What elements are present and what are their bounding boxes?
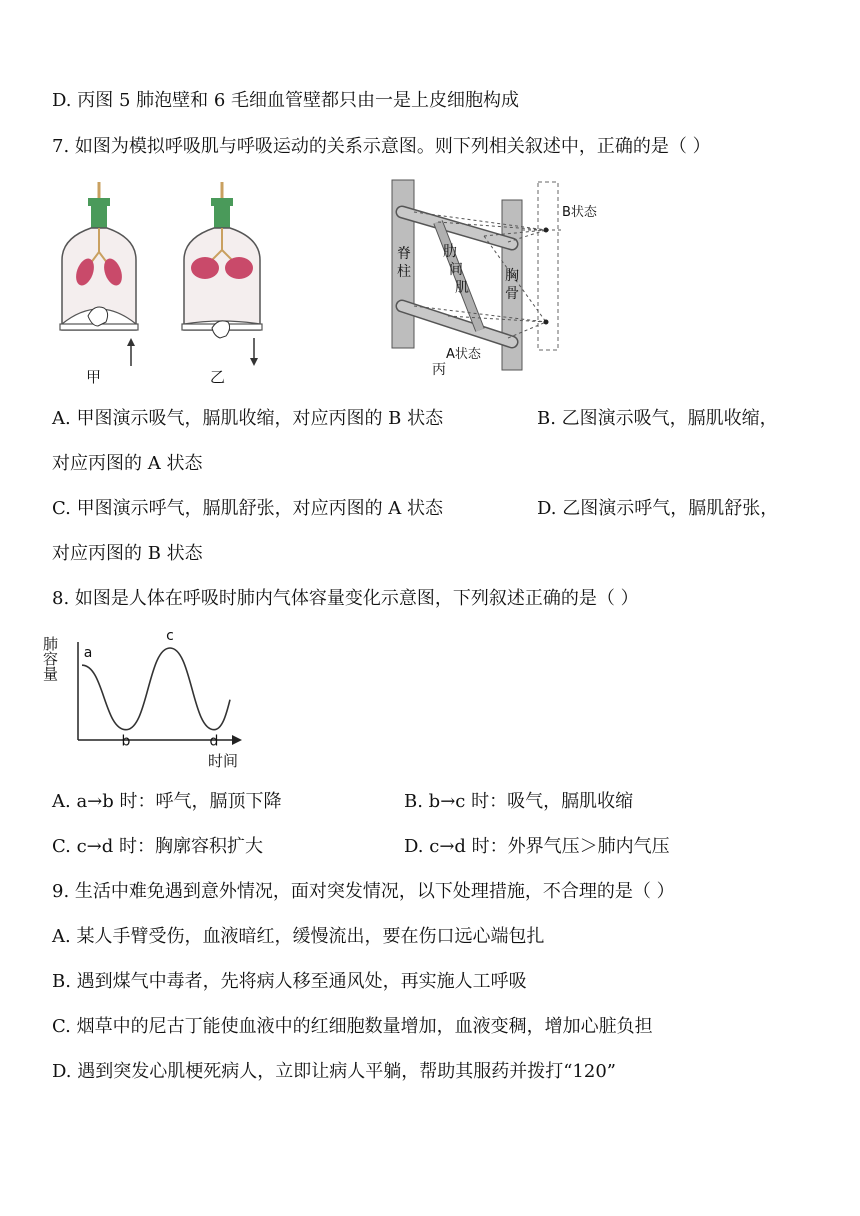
q7-bell-jar-figure	[52, 178, 277, 390]
q9-option-c: C. 烟草中的尼古丁能使血液中的红细胞数量增加，血液变稠，增加心脏负担	[52, 1016, 653, 1037]
label-jia: 甲	[86, 368, 102, 386]
b-state-point-upper	[544, 228, 549, 233]
label-state-b: B状态	[562, 205, 597, 220]
lung-volume-curve	[82, 648, 230, 730]
q9-option-a: A. 某人手臂受伤，血液暗红，缓慢流出，要在伤口远心端包扎	[52, 926, 545, 947]
q7-stem: 7. 如图为模拟呼吸肌与呼吸运动的关系示意图。则下列相关叙述中，正确的是（ ）	[52, 136, 711, 157]
rib-upper	[402, 212, 512, 244]
q8-option-b: B. b→c 时：吸气，膈肌收缩	[404, 791, 634, 812]
label-intercostal-2: 间	[449, 262, 463, 278]
label-sternum-2: 骨	[505, 286, 519, 302]
point-label-a: a	[83, 645, 93, 662]
arrow-up-icon	[127, 338, 135, 346]
q8-option-d: D. c→d 时：外界气压＞肺内气压	[404, 836, 670, 857]
q9-option-b: B. 遇到煤气中毒者，先将病人移至通风处，再实施人工呼吸	[52, 971, 527, 992]
arrow-down-icon	[250, 358, 258, 366]
q7-option-c: C. 甲图演示呼气，膈肌舒张，对应丙图的 A 状态	[52, 498, 444, 519]
x-axis-label: 时间	[208, 752, 239, 770]
label-intercostal-3: 肌	[455, 280, 469, 296]
label-state-a: A状态	[446, 347, 481, 362]
q8-option-a: A. a→b 时：呼气，膈顶下降	[52, 791, 282, 812]
q6-option-d: D. 丙图 5 肺泡壁和 6 毛细血管壁都只由一是上皮细胞构成	[52, 90, 520, 111]
point-label-d: d	[209, 733, 219, 750]
label-yi: 乙	[210, 368, 226, 386]
y-axis-label: 肺容量	[41, 636, 59, 681]
sternum-b-state	[538, 182, 558, 350]
bell-jar-yi	[182, 182, 262, 366]
label-sternum-1: 胸	[505, 268, 519, 284]
q7-rib-diagram	[388, 176, 618, 376]
q8-stem: 8. 如图是人体在呼吸时肺内气体容量变化示意图，下列叙述正确的是（ ）	[52, 588, 639, 609]
q7-option-d: D. 乙图演示呼气，膈肌舒张，	[537, 498, 779, 519]
lung-left-icon	[191, 257, 219, 279]
lung-right-icon	[225, 257, 253, 279]
x-axis-arrow-icon	[232, 735, 242, 745]
q9-stem: 9. 生活中难免遇到意外情况，面对突发情况，以下处理措施，不合理的是（ ）	[52, 881, 675, 902]
q7-option-b: B. 乙图演示吸气，膈肌收缩，	[537, 408, 778, 429]
bell-jar-jia	[60, 182, 138, 366]
q7-option-d-cont: 对应丙图的 B 状态	[52, 543, 203, 564]
point-label-b: b	[121, 733, 131, 750]
label-spine-2: 柱	[397, 264, 411, 280]
q7-option-b-cont: 对应丙图的 A 状态	[52, 453, 203, 474]
label-intercostal-1: 肋	[443, 244, 457, 260]
q7-option-a: A. 甲图演示吸气，膈肌收缩，对应丙图的 B 状态	[52, 408, 444, 429]
q9-option-d: D. 遇到突发心肌梗死病人，立即让病人平躺，帮助其服药并拨打“120”	[52, 1061, 616, 1082]
label-bing: 丙	[432, 362, 446, 378]
b-state-point-lower	[544, 320, 549, 325]
q8-lung-volume-chart	[41, 622, 252, 772]
point-label-c: c	[166, 628, 174, 644]
q8-option-c: C. c→d 时：胸廓容积扩大	[52, 836, 263, 857]
label-spine-1: 脊	[397, 246, 411, 262]
